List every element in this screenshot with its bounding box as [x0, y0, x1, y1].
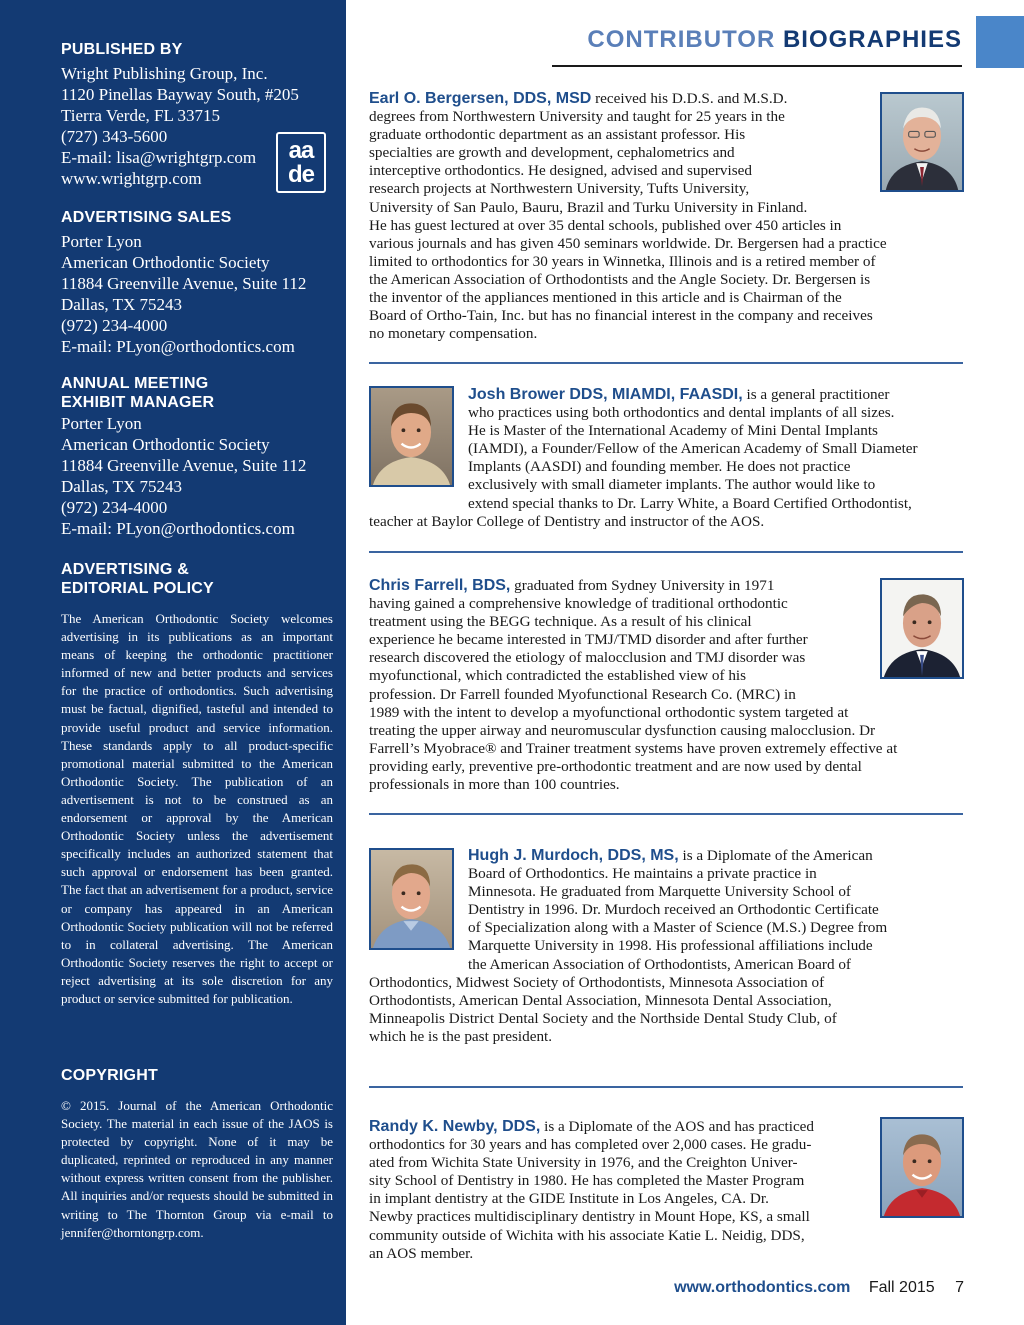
bio-text-line: He is Master of the International Academy of Mini Dental Implants [468, 422, 878, 440]
sales-phone: (972) 234-4000 [61, 316, 168, 335]
bio-text-line: treatment using the BEGG technique. As a result of his clinical [369, 613, 752, 631]
bio-text-line: of Specialization along with a Master of Science (M.S.) Degree from [468, 919, 888, 937]
bio-text-line: community outside of Wichita with his associate Katie L. Neidig, DDS, [369, 1226, 805, 1244]
bio-text-line: ated from Wichita State University in 1976, and the Creighton Univer- [369, 1154, 798, 1172]
bio-text-line: 1989 with the intent to develop a myofunctional orthodontic system targeted at [369, 703, 849, 721]
bio-text-line: an AOS member. [369, 1244, 474, 1262]
aade-logo-bottom: de [287, 160, 314, 188]
bio-text-line: is a Diplomate of the American [678, 847, 873, 864]
bio-murdoch [369, 847, 965, 1046]
exhibit-organization: American Orthodontic Society [61, 435, 270, 454]
exhibit-manager-section [61, 374, 333, 539]
bio-text-line: which he is the past president. [369, 1027, 553, 1045]
bio-text-line: extend special thanks to Dr. Larry White, a Board Certified Orthodontist, [468, 494, 912, 512]
bio-text-line: Implants (AASDI) and founding member. He does not practice [468, 458, 851, 476]
bio-brower [369, 386, 965, 531]
publisher-name: Wright Publishing Group, Inc. [61, 64, 268, 83]
exhibit-contact-name: Porter Lyon [61, 414, 142, 433]
bio-text-line: various journals and has given 450 seminars worldwide. Dr. Bergersen had a practice [369, 234, 887, 252]
bio-text-line: orthodontics for 30 years and has completed over 2,000 cases. He gradu- [369, 1136, 812, 1154]
bio-text-line: Minneapolis District Dental Society and the Northside Dental Study Club, of [369, 1009, 837, 1027]
exhibit-address: 11884 Greenville Avenue, Suite 112 [61, 456, 307, 475]
header-rule [552, 65, 962, 67]
bio-name-newby: Randy K. Newby, DDS, [369, 1118, 541, 1135]
publisher-website[interactable]: www.wrightgrp.com [61, 169, 202, 188]
bio-text-line: the American Association of Orthodontists, American Board of [468, 955, 851, 973]
bio-text-line: is a Diplomate of the AOS and has practiced [540, 1118, 815, 1135]
advertising-sales-heading: ADVERTISING SALES [61, 209, 232, 226]
sales-city: Dallas, TX 75243 [61, 295, 183, 314]
advertising-sales-lines [61, 231, 333, 357]
bio-text-line: Board of Ortho-Tain, Inc. but has no financial interest in the company and receives [369, 307, 873, 325]
bio-farrell [369, 577, 965, 794]
bio-text-line: (IAMDI), a Founder/Fellow of the American Academy of Small Diameter [468, 440, 918, 458]
bio-text-line: Orthodontists, American Dental Association, Minnesota Dental Association, [369, 991, 832, 1009]
bio-text-line: research discovered the etiology of malocclusion and TMJ disorder was [369, 649, 806, 667]
bio-name-bergersen: Earl O. Bergersen, DDS, MSD [369, 90, 592, 107]
bio-text-line: received his D.D.S. and M.S.D. [591, 90, 788, 107]
editorial-policy-section [61, 560, 333, 1008]
page-title [550, 26, 962, 54]
sales-organization: American Orthodontic Society [61, 253, 270, 272]
publisher-city: Tierra Verde, FL 33715 [61, 106, 220, 125]
bio-text-line: who practices using both orthodontics and dental implants of all sizes. [468, 404, 895, 422]
aade-logo [276, 132, 326, 193]
copyright-heading: COPYRIGHT [61, 1067, 158, 1084]
footer-url-link[interactable]: www.orthodontics.com [674, 1279, 851, 1296]
bio-text-line: Board of Orthodontics. He maintains a private practice in [468, 865, 817, 883]
copyright-section [61, 1066, 333, 1242]
footer-issue: Fall 2015 [868, 1279, 935, 1296]
bio-text-line: Orthodontics, Midwest Society of Orthodontists, Minnesota Association of [369, 973, 825, 991]
bio-name-murdoch: Hugh J. Murdoch, DDS, MS, [468, 847, 679, 864]
bio-divider [369, 813, 963, 815]
exhibit-heading-line-2: EXHIBIT MANAGER [61, 394, 215, 411]
page-title-light: CONTRIBUTOR [587, 26, 776, 53]
bio-text-line: having gained a comprehensive knowledge of traditional orthodontic [369, 595, 788, 613]
advertising-sales-section [61, 208, 333, 357]
bio-text-line: research projects at Northwestern University, Tufts University, [369, 180, 750, 198]
bio-text-line: specialties are growth and development, cephalometrics and [369, 144, 735, 162]
bio-text-line: Minnesota. He graduated from Marquette University School of [468, 883, 851, 901]
bio-text-line: treating the upper airway and neuromuscular dysfunction causing malocclusion. Dr [369, 721, 876, 739]
policy-heading-line-1: ADVERTISING & [61, 561, 189, 578]
bio-text-line: no monetary compensation. [369, 325, 538, 343]
section-tab-marker [976, 16, 1024, 68]
bio-text-line: Dentistry in 1996. Dr. Murdoch received an Orthodontic Certificate [468, 901, 879, 919]
bio-text-line: profession. Dr Farrell founded Myofunctional Research Co. (MRC) in [369, 685, 796, 703]
copyright-text: © 2015. Journal of the American Orthodontic Society. The material in each issue of the JAOS is protected by copyright. None of it may be duplicated, reprinted or reproduced in any manner without express written consent from the publisher. All inquiries and/or requests should be submitted in writing to The Thornton Group via e-mail to jennifer@thorntongrp.com. [61, 1098, 333, 1240]
bio-name-farrell: Chris Farrell, BDS, [369, 577, 511, 594]
bio-text-line: Marquette University in 1998. His professional affiliations include [468, 937, 873, 955]
bio-text-line: experience he became interested in TMJ/TMD disorder and after further [369, 631, 808, 649]
bio-text-line: graduate orthodontic department as an assistant professor. His [369, 126, 746, 144]
publisher-phone: (727) 343-5600 [61, 127, 168, 146]
exhibit-city: Dallas, TX 75243 [61, 477, 183, 496]
bio-text-line: He has guest lectured at over 35 dental schools, published over 450 articles in [369, 216, 842, 234]
sales-address: 11884 Greenville Avenue, Suite 112 [61, 274, 307, 293]
bio-text-line: graduated from Sydney University in 1971 [510, 577, 775, 594]
bio-divider [369, 362, 963, 364]
bio-text-line: is a general practitioner [742, 386, 890, 403]
bio-name-brower: Josh Brower DDS, MIAMDI, FAASDI, [468, 386, 743, 403]
bio-text-line: exclusively with small diameter implants. The author would like to [468, 476, 876, 494]
bio-text-line: interceptive orthodontics. He designed, advised and supervised [369, 162, 752, 180]
bio-text-line: professionals in more than 100 countries. [369, 776, 620, 794]
bio-text-line: in implant dentistry at the GIDE Institute in Los Angeles, CA. Dr. [369, 1190, 769, 1208]
published-by-heading: PUBLISHED BY [61, 41, 183, 58]
page-footer [560, 1279, 964, 1297]
policy-text: The American Orthodontic Society welcomes advertising in its publications as an important means of keeping the orthodontic practitioner informed of new and better products and services for the practice of orthodontics. Such advertising must be factual, dignified, tasteful and intended to provide useful product and service information. These standards apply to all product-specific promotional material submitted to the American Orthodontic Society. The publication of an advertisement is not to be construed as an endorsement or approval by the American Orthodontic Society unless the advertisement specifically includes an authorized statement that such approval or endorsement has been granted. The fact that an advertisement for a product, service or company has appeared in an American Orthodontic Society publication will not be referred to in collateral advertising. The American Orthodontic Society reserves the right to accept or reject advertising at its sole discretion for any product or service submitted for publication. [61, 611, 333, 1006]
bio-text-line: the inventor of the appliances mentioned in this article and is Chairman of the [369, 289, 842, 307]
policy-heading-line-2: EDITORIAL POLICY [61, 580, 214, 597]
bio-text-line: the American Association of Orthodontists and the Angle Society. Dr. Bergersen is [369, 270, 871, 288]
bio-text-line: University of San Paulo, Bauru, Brazil and Turku University in Finland. [369, 198, 808, 216]
bio-text-line: Newby practices multidisciplinary dentistry in Mount Hope, KS, a small [369, 1208, 810, 1226]
bio-divider [369, 551, 963, 553]
bio-text-line: teacher at Baylor College of Dentistry and instructor of the AOS. [369, 512, 765, 530]
bio-text-line: myofunctional, which contradicted the established view of his [369, 667, 747, 685]
page-number: 7 [955, 1279, 964, 1296]
bio-text-line: providing early, preventive pre-orthodontic treatment and are now used by dental [369, 757, 862, 775]
exhibit-heading-line-1: ANNUAL MEETING [61, 375, 209, 392]
exhibit-manager-lines [61, 413, 333, 539]
sidebar [0, 0, 346, 1325]
bio-text-line: limited to orthodontics for 30 years in Winnetka, Illinois and is a retired member of [369, 252, 876, 270]
bio-text-line: sity School of Dentistry in 1980. He has completed the Master Program [369, 1172, 805, 1190]
bio-text-line: Farrell’s Myobrace® and Trainer treatment systems have proven extremely effective at [369, 739, 898, 757]
aade-logo-top: aa [288, 136, 314, 164]
bio-bergersen [369, 90, 965, 343]
page-title-dark: BIOGRAPHIES [782, 26, 962, 53]
publisher-email[interactable]: E-mail: lisa@wrightgrp.com [61, 148, 257, 167]
publisher-address: 1120 Pinellas Bayway South, #205 [61, 85, 299, 104]
bio-text-line: degrees from Northwestern University and taught for 25 years in the [369, 108, 785, 126]
sales-contact-name: Porter Lyon [61, 232, 142, 251]
exhibit-email[interactable]: E-mail: PLyon@orthodontics.com [61, 519, 295, 538]
bio-divider [369, 1086, 963, 1088]
exhibit-phone: (972) 234-4000 [61, 498, 168, 517]
bio-newby [369, 1118, 965, 1263]
sales-email[interactable]: E-mail: PLyon@orthodontics.com [61, 337, 295, 356]
